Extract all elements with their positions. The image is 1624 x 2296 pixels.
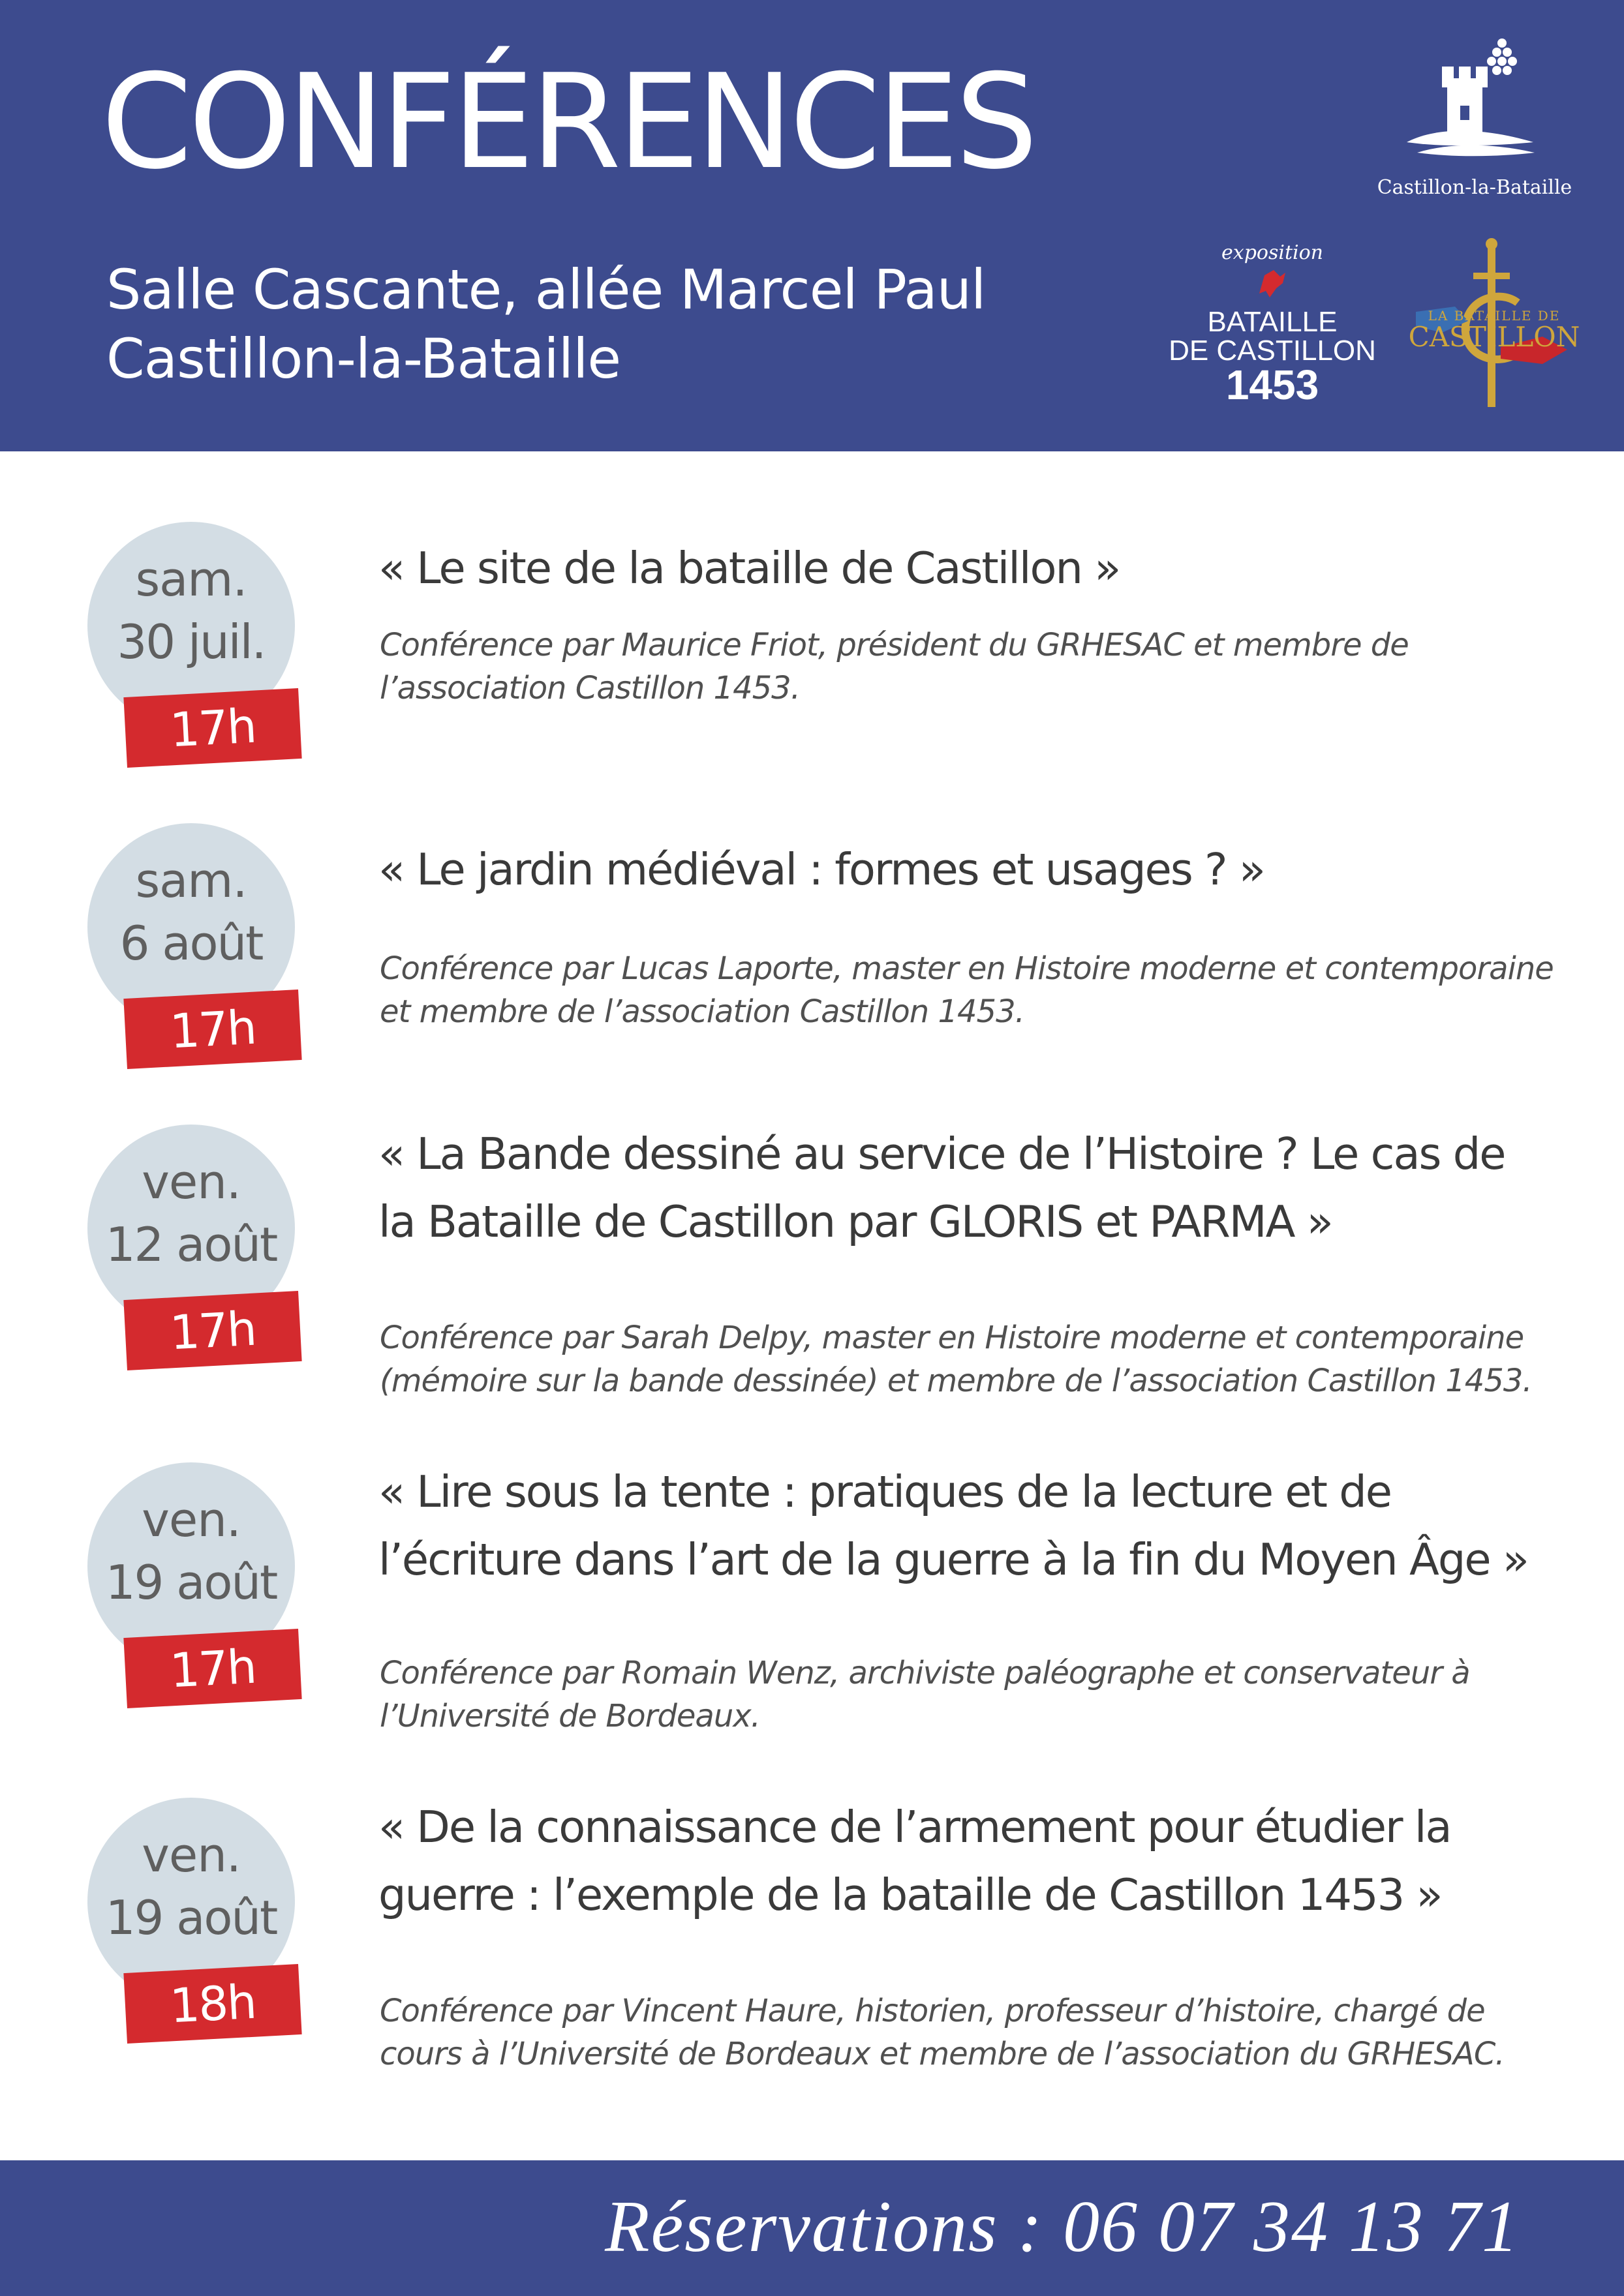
event-date: 19 août [105,1555,277,1610]
castle-tower-icon [1344,33,1605,176]
header-banner [0,0,1624,451]
event-date: 19 août [105,1890,277,1945]
page-title: CONFÉRENCES [101,46,1034,198]
exhibition-small-label: exposition [1221,241,1323,264]
exhibition-year: 1453 [1225,361,1319,408]
time-badge: 18h [123,1964,301,2044]
crest-label [1403,308,1586,351]
event-description: Conférence par Vincent Haure, historien, professeur d’histoire, chargé de cours à l’Université de Bordeaux et membre de l’association du GRHESAC. [380,1993,1505,2073]
town-logo-label: Castillon-la-Bataille [1377,176,1572,199]
event-date: 6 août [119,916,263,971]
time-badge: 17h [123,1629,301,1708]
event-title: « De la connaissance de l’armement pour étudier la guerre : l’exemple de la bataille de Castillon 1453 » [378,1802,1451,1920]
event-item [0,1798,1624,2073]
crest-small-label: LA BATAILLE DE [1428,308,1561,324]
crest-big-label: CASTILLON [1408,321,1580,353]
event-date: 30 juil. [117,614,266,669]
time-badge: 17h [123,989,301,1069]
venue-line-2: Castillon-la-Bataille [106,326,621,391]
time-badge: 17h [123,688,301,768]
bataille-de-castillon-logo [1403,235,1586,424]
time-badge: 17h [123,1291,301,1370]
event-item [0,522,1624,783]
event-description: Conférence par Romain Wenz, archiviste paléographe et conservateur à l’Université de Bordeaux. [380,1655,1470,1735]
event-description: Conférence par Lucas Laporte, master en Histoire moderne et contemporaine et membre de l’association Castillon 1453. [380,950,1554,1031]
event-weekday: ven. [142,1155,241,1209]
footer-banner [0,2160,1624,2296]
event-title: « Le site de la bataille de Castillon » [378,543,1120,594]
event-date: 12 août [105,1217,277,1272]
event-item [0,823,1624,1084]
castillon-town-logo [1344,33,1605,202]
event-weekday: sam. [135,853,247,908]
event-weekday: ven. [142,1492,241,1547]
event-title: « Lire sous la tente : pratiques de la lecture et de l’écriture dans l’art de la guerre à la fin du Moyen Âge » [378,1466,1528,1585]
venue-address [106,256,985,394]
exhibition-line-1: BATAILLE [1207,306,1338,338]
event-description: Conférence par Maurice Friot, président du GRHESAC et membre de l’association Castillon 1453. [380,627,1409,707]
exhibition-line-2: DE CASTILLON [1169,335,1376,367]
event-weekday: sam. [135,552,247,607]
horseman-icon [1155,265,1390,304]
venue-line-1: Salle Cascante, allée Marcel Paul [106,258,986,322]
event-description: Conférence par Sarah Delpy, master en Histoire moderne et contemporaine (mémoire sur la bande dessinée) et membre de l’association Castillon 1453. [380,1320,1532,1400]
event-title: « La Bande dessiné au service de l’Histoire ? Le cas de la Bataille de Castillon par GLORIS et PARMA » [378,1128,1505,1247]
event-weekday: ven. [142,1828,241,1882]
exhibition-logo [1155,235,1390,417]
reservations-phone: Réservations : 06 07 34 13 71 [605,2186,1520,2267]
event-item [0,1462,1624,1735]
event-item [0,1125,1624,1400]
event-title: « Le jardin médiéval : formes et usages ? » [378,844,1264,895]
